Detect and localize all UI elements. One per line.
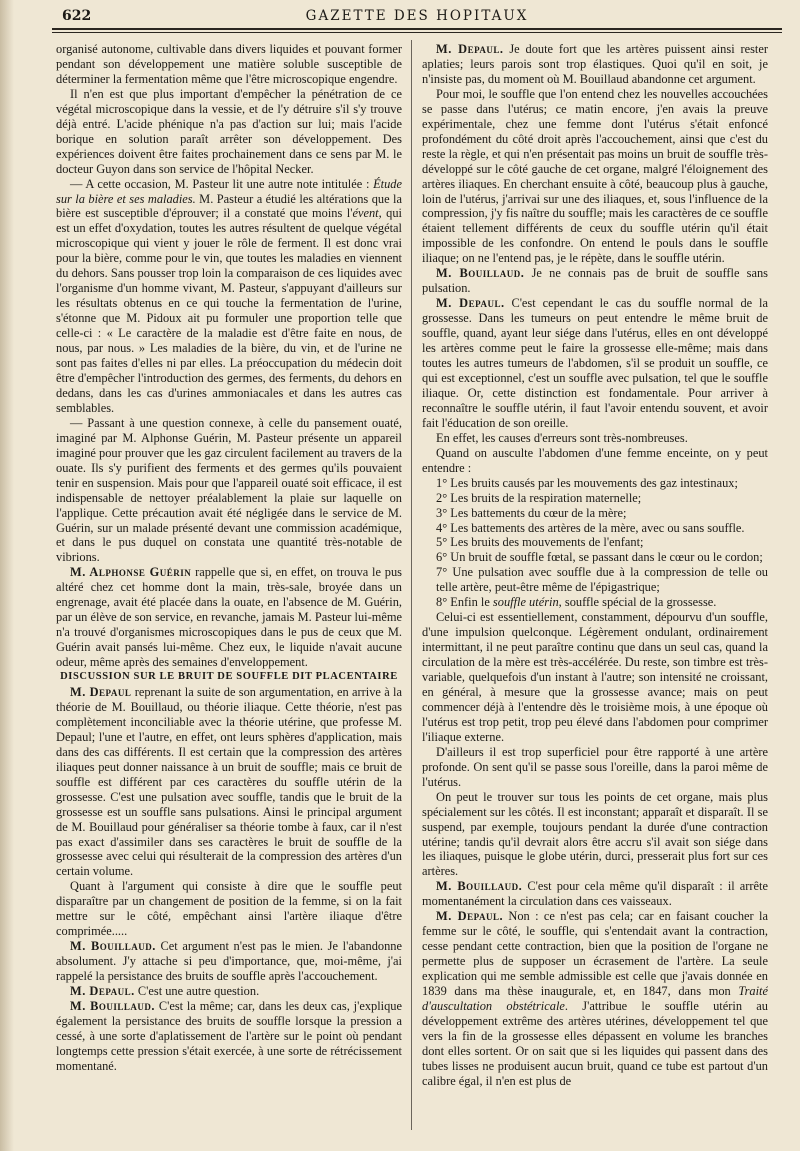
speaker-name: M. Depaul. xyxy=(436,909,504,924)
text-run: C'est la même; car, dans les deux cas, j'explique également la persistance des bruits de souffle lorsque la pression a cessé, à une sorte d'aplatissement de l'artère sur le point où pendant longtemps cette pression s'était exercée, à une sorte de rétrécissement momentané. xyxy=(56,999,402,1073)
text-run: M. Pasteur a étudié les altérations que la bière est susceptible d'éprouver; il a constaté que moins l' xyxy=(56,191,402,221)
text-run: — A cette occasion, M. Pasteur lit une autre note intitulée : xyxy=(70,176,374,191)
speaker-name: M. Bouillaud. xyxy=(436,879,523,894)
paragraph: Il n'en est que plus important d'empêcher la pénétration de ce végétal microscopique dans la vessie, et de l'y détruire s'il s'y trouve déjà entré. L'acide phénique n'a pas d'action sur lui; mais l'acide borique en solution paraît arrêter son développement. Des expériences doivent être faites prochainement dans ce sens par M. le docteur Guyon dans son service de l'hôpital Necker. xyxy=(56,86,402,176)
list-item: 4° Les battements des artères de la mère, avec ou sans souffle. xyxy=(436,520,745,535)
text-run: C'est cependant le cas du souffle normal de la grossesse. Dans les tumeurs on peut entendre le même bruit de souffle, quand, ayant leur siége dans l'utérus, elles en ont développé les artères comme peut le faire la grossesse elle-même; mais dans toutes les autres tumeurs de l'abdomen, s'il se produit un souffle, ce qui est exceptionnel, c'est un souffle avec pulsation, tel que le souffle iliaque. Or, cette distinction est fondamentale. Pour arriver à reconnaître le souffle utérin, il faut l'avoir entendu souvent, et avoir fait l'éducation de son oreille. xyxy=(422,296,768,430)
paragraph xyxy=(56,939,402,984)
text-run: , souffle spécial de la grossesse. xyxy=(558,595,717,610)
text-run: Cet argument n'est pas le mien. Je l'abandonne absolument. J'y attache si peu d'importance, que, moi-même, j'ai rappelé la persistance des bruits de souffle après l'accouchement. xyxy=(56,939,402,984)
speaker-name: M. Alphonse Guérin xyxy=(70,565,192,580)
list-item: 2° Les bruits de la respiration maternelle; xyxy=(436,490,642,505)
paragraph xyxy=(56,177,402,416)
page-edge-shadow xyxy=(0,0,14,1151)
text-run: C'est une autre question. xyxy=(134,984,260,999)
italic-term: évent xyxy=(352,206,379,221)
paragraph xyxy=(56,999,402,1074)
speaker-name: M. Bouillaud. xyxy=(70,939,156,954)
speaker-name: M. Bouillaud. xyxy=(436,266,525,281)
paragraph: Quand on ausculte l'abdomen d'une femme enceinte, on y peut entendre : xyxy=(422,445,768,475)
paragraph: En effet, les causes d'erreurs sont très-nombreuses. xyxy=(436,430,688,445)
header-rule-thin xyxy=(52,32,782,33)
right-column xyxy=(422,42,768,1147)
paragraph xyxy=(56,685,402,879)
work-title: Traité d'auscultation obstétricale xyxy=(422,984,768,1013)
paragraph: organisé autonome, cultivable dans divers liquides et pouvant former pendant son développement une matière soluble susceptible de déterminer la fermentation même que l'être microscopique engendre. xyxy=(56,42,402,86)
text-run: rappelle que si, en effet, on trouva le pus altéré chez cet homme dont la main, très-sale, broyée dans un engrenage, avait été placée dans la ouate, en l'absence de M. Guérin, par un élève de son service, en revanche, jamais M. Pasteur lui-même n'a trouvé d'organismes microscopiques dans le pus de ceux que M. Guérin avait pansés lui-même. Chez eux, le liquide n'avait aucune odeur, même après des semaines d'enveloppement. xyxy=(56,565,402,670)
paragraph: D'ailleurs il est trop superficiel pour être rapporté à une artère profonde. On sent qu'il se passe sous l'oreille, dans la paroi même de l'utérus. xyxy=(422,744,768,789)
section-heading: DISCUSSION SUR LE BRUIT DE SOUFFLE DIT PLACENTAIRE xyxy=(60,671,398,683)
text-run: C'est pour cela même qu'il disparaît : il arrête momentanément la circulation dans ces vaisseaux. xyxy=(422,879,768,909)
list-item: 5° Les bruits des mouvements de l'enfant; xyxy=(436,535,644,550)
text-run: 8° Enfin le xyxy=(436,595,493,610)
speaker-name: M. Depaul. xyxy=(436,42,504,56)
paragraph xyxy=(422,909,768,1088)
speaker-name: M. Depaul xyxy=(70,684,132,699)
text-run: , qui est un effet d'oxydation, toutes les autres résultent de quelque végétal microscopique qui vient y jouer le rôle de ferment. Il est donc vrai pour la bière, comme pour le vin, que toutes les maladies en viennent du dehors. Sans pousser trop loin la comparaison de ces liquides avec l'organisme d'un homme vivant, M. Pasteur, s'appuyant d'ailleurs sur les résultats obtenus en ce qui touche la fermentation de l'urine, s'étonne que M. Pidoux ait pu formuler une proportion telle que celle-ci : « Le caractère de la maladie est d'être faite en nous, de nous, par nous. » Les maladies de la bière, du vin, et de l'urine ne sont pas faites d'elles ni par elles. La préoccupation du médecin doit être d'empêcher l'introduction des germes, des ferments, du dehors en dedans, dans les cas d'urines ammoniacales et dans les autres cas semblables. xyxy=(56,206,402,415)
speaker-name: M. Bouillaud. xyxy=(70,999,155,1013)
running-title: GAZETTE DES HOPITAUX xyxy=(305,8,529,24)
text-run: Je ne connais pas de bruit de souffle sans pulsation. xyxy=(422,266,768,296)
paragraph: Celui-ci est essentiellement, constamment, dépourvu d'un souffle, d'une impulsion quelconque. Légèrement ondulant, ordinairement intermittant, il ne peut paraître continu que dans un seul cas, quand la circulation de la mère est très-accélérée. Du reste, son timbre est très-variable, quelquefois d'un instant à l'autre; son intensité ne croissant, en général, à mesure que la grossesse avance; mais on peut commencer déjà à l'entendre dès le troisième mois, à une époque où l'utérus est trop petit, trop peu élevé dans l'abdomen pour comprimer l'iliaque externe. xyxy=(422,610,768,744)
text-run: Je doute fort que les artères puissent ainsi rester aplaties; leurs parois sont trop élastiques. Quoi qu'il en soit, je n'insiste pas, du moment où M. Bouillaud abandonne cet argument. xyxy=(422,42,768,86)
paragraph: On peut le trouver sur tous les points de cet organe, mais plus spécialement sur les côtés. Il est inconstant; apparaît et disparaît. Il se suspend, par exemple, toujours pendant la durée d'une contraction utérine; tandis qu'il devrait alors être accru s'il avait son siége dans les iliaques, puisque le globe utérin, durci, presserait plus fort sur ces artères. xyxy=(422,789,768,879)
paragraph xyxy=(422,42,768,87)
page-number: 622 xyxy=(62,8,92,24)
text-run: reprenant la suite de son argumentation, en arrive à la théorie de M. Bouillaud, ou théorie iliaque. Cette théorie, n'est pas complètement inconciliable avec la théorie utérine, que professe M. Depaul; l'une et l'autre, en effet, ont leurs sphères d'application, mais dans des cas différents. Il est certain que la compression des artères iliaques peut donner naissance à un bruit de souffle; mais ce bruit de souffle est différent par ces caractères du souffle utérin de la grossesse. C'est une pulsation avec souffle, tandis que le bruit de la grossesse est un souffle sans pulsations. Ainsi le principal argument de M. Bouillaud pour généraliser sa théorie tombe à faux, car il n'est pas exact d'assimiler dans ses caractères le bruit de souffle de la grossesse avec celui qui résulterait de la compression des artères d'un certain volume. xyxy=(56,684,402,879)
text-run: Non : ce n'est pas cela; car en faisant coucher la femme sur le côté, le souffle, qui s'entendait avant la contraction, cesse pendant cette contraction, bien que la position de l'organe ne permette plus de supposer un écrasement de l'artère. La seule explication qui me semble admissible est celle que j'avais donnée en 1839 dans ma thèse inaugurale, et, en 1847, dans mon xyxy=(422,909,768,999)
paragraph: — Passant à une question connexe, à celle du pansement ouaté, imaginé par M. Alphonse Guérin, M. Pasteur présente un appareil imaginé pour prouver que les gaz circulent facilement au travers de la ouate. Ils s'y purifient des ferments et des germes qu'ils pouvaient tenir en suspension. Mais pour que l'appareil ouaté soit efficace, il est indispensable de nettoyer préalablement la plaie sur laquelle on l'applique. Cette précaution avait été négligée dans le service de M. Guérin, sur un malade présenté devant une commission académique, et dans le pus duquel on constata une quantité très-notable de vibrions. xyxy=(56,415,402,565)
paragraph xyxy=(422,296,768,431)
list-item: 7° Une pulsation avec souffle due à la compression de telle ou telle artère, peut-être même de l'épigastrique; xyxy=(436,565,768,595)
paragraph: Pour moi, le souffle que l'on entend chez les nouvelles accouchées se passe dans l'utérus; ce matin encore, j'en avais la preuve expérimentale, chez une femme dont l'utérus s'était enfoncé profondément du côté droit après l'accouchement, ainsi que c'est du reste la règle, et qui n'en présentait pas moins un bruit de souffle très-développé sur le côté gauche de cet organe, malgré l'éloignement des artères iliaques. En cherchant ensuite à côté, beaucoup plus à gauche, loin de l'utérus, j'arrivai sur une des iliaques, et, sous l'influence de la compression, j'y fis naître du souffle; mais les caractères de ce souffle étaient tellement différents de ceux du souffle utérin qu'il était impossible de les confondre. On entend le pouls dans le souffle iliaque; on ne l'entend pas, je le répète, dans le souffle utérin. xyxy=(422,86,768,266)
paragraph xyxy=(422,879,768,909)
speaker-name: M. Depaul. xyxy=(436,296,505,311)
paragraph xyxy=(56,565,402,670)
page-header xyxy=(52,6,782,28)
list-item: 1° Les bruits causés par les mouvements des gaz intestinaux; xyxy=(436,475,738,490)
header-rule xyxy=(52,28,782,30)
list-item: 3° Les battements du cœur de la mère; xyxy=(436,505,627,520)
paragraph xyxy=(56,984,402,999)
text-run: . J'attribue le souffle utérin au développement extrême des artères utérines, développement tel que vers la fin de la grossesse elles dépassent en volume les branches dont elles sortent. Or on sait que si les liquides qui passent dans des tubes lisses ne produisent aucun bruit, quand ce tube est partout d'un calibre égal, il n'en est plus de xyxy=(422,999,768,1088)
speaker-name: M. Depaul. xyxy=(70,984,135,999)
paragraph xyxy=(422,266,768,296)
list-item: 6° Un bruit de souffle fœtal, se passant dans le cœur ou le cordon; xyxy=(436,550,763,565)
work-title: Étude sur la bière et ses maladies. xyxy=(56,176,402,206)
paragraph: Quant à l'argument qui consiste à dire que le souffle peut disparaître par un changement de position de la femme, si on la fait mettre sur le côté, empêchant ainsi l'artère iliaque d'être comprimée..... xyxy=(56,879,402,939)
list-item xyxy=(422,595,768,610)
left-column xyxy=(56,42,402,1147)
italic-term: souffle utérin xyxy=(492,595,559,610)
column-divider xyxy=(411,40,412,1130)
